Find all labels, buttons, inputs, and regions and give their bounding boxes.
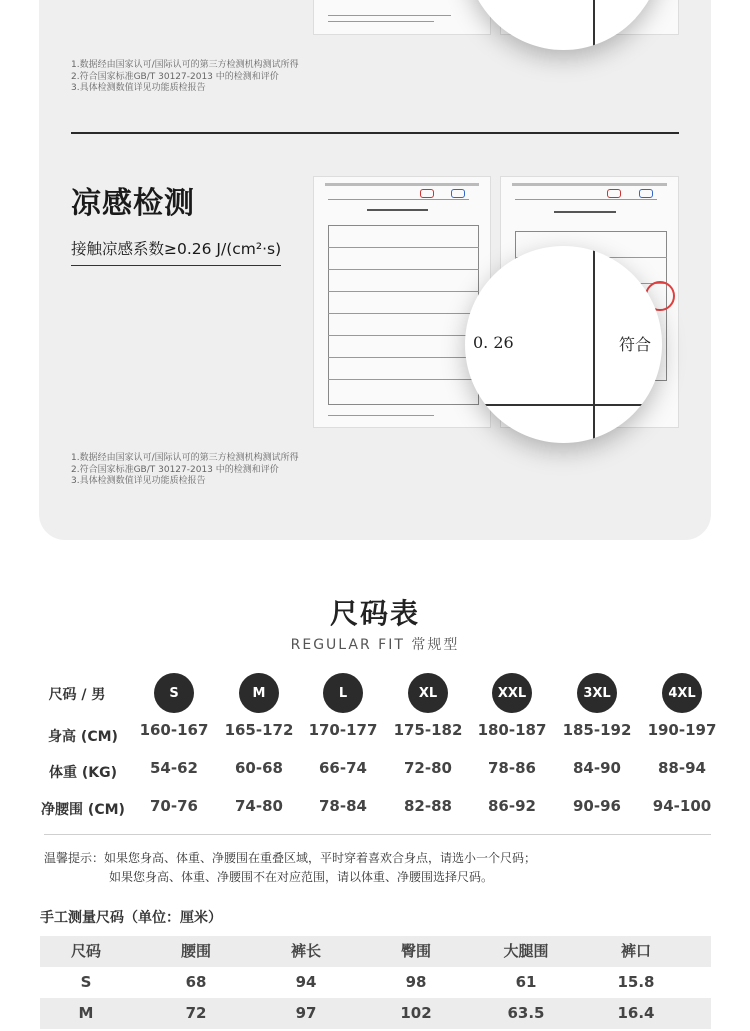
- height-cell: 175-182: [393, 721, 463, 739]
- waist-row-label: 净腰围 (CM): [41, 802, 125, 818]
- weight-cell: 88-94: [658, 759, 706, 777]
- test-notes-bottom: [71, 453, 299, 488]
- manual-header-cell: 尺码: [70, 942, 101, 960]
- waist-cell: 82-88: [404, 797, 452, 815]
- weight-cell: 54-62: [150, 759, 198, 777]
- note-line: 3.具体检测数值详见功能质检报告: [71, 476, 206, 486]
- size-circle: 3XL: [577, 673, 617, 713]
- manual-measure-title: 手工测量尺码（单位：厘米）: [40, 910, 222, 926]
- waist-cell: 74-80: [235, 797, 283, 815]
- manual-cell: 16.4: [617, 1004, 655, 1022]
- weight-cell: 84-90: [573, 759, 621, 777]
- size-chart-divider: [44, 834, 711, 835]
- weight-cell: 60-68: [235, 759, 283, 777]
- manual-cell: 98: [405, 973, 427, 991]
- size-tip-line2: 如果您身高、体重、净腰围不在对应范围，请以体重、净腰围选择尺码。: [109, 870, 494, 884]
- size-circle: L: [323, 673, 363, 713]
- waist-cell: 70-76: [150, 797, 198, 815]
- manual-cell: 61: [515, 973, 537, 991]
- size-circle: XL: [408, 673, 448, 713]
- report-doc-left: [313, 176, 491, 428]
- size-tip-line1: 温馨提示：如果您身高、体重、净腰围在重叠区域，平时穿着喜欢合身点，请选小一个尺码；: [44, 851, 537, 865]
- table-row: [40, 998, 711, 1029]
- height-row-label: 身高 (CM): [48, 729, 118, 745]
- report-doc-top-left: [313, 0, 491, 35]
- manual-cell: 68: [185, 973, 207, 991]
- manual-cell: 97: [295, 1004, 317, 1022]
- waist-cell: 94-100: [652, 797, 712, 815]
- height-cell: 170-177: [308, 721, 378, 739]
- manual-cell: S: [80, 973, 92, 991]
- size-circle: S: [154, 673, 194, 713]
- waist-cell: 86-92: [488, 797, 536, 815]
- table-row: [40, 967, 711, 998]
- weight-cell: 66-74: [319, 759, 367, 777]
- height-cell: 165-172: [224, 721, 294, 739]
- size-circle: M: [239, 673, 279, 713]
- manual-header-cell: 臀围: [400, 942, 431, 960]
- section-divider: [71, 132, 679, 134]
- weight-cell: 72-80: [404, 759, 452, 777]
- manual-cell: 102: [400, 1004, 432, 1022]
- manual-table-header: [40, 936, 711, 967]
- height-cell: 180-187: [477, 721, 547, 739]
- size-circle: XXL: [492, 673, 532, 713]
- note-line: 1.数据经由国家认可/国际认可的第三方检测机构测试所得: [71, 453, 299, 463]
- manual-header-cell: 裤长: [290, 942, 321, 960]
- test-notes-top: [71, 60, 299, 95]
- size-chart-subtitle: REGULAR FIT 常规型: [290, 637, 460, 653]
- manual-header-cell: 大腿围: [503, 942, 549, 960]
- manual-cell: 72: [185, 1004, 207, 1022]
- cooling-test-title: 凉感检测: [71, 186, 195, 221]
- magnifier-cooling: [465, 246, 662, 443]
- height-cell: 190-197: [647, 721, 717, 739]
- note-line: 2.符合国家标准GB/T 30127-2013 中的检测和评价: [71, 464, 279, 475]
- height-cell: 185-192: [562, 721, 632, 739]
- size-circle: 4XL: [662, 673, 702, 713]
- manual-cell: 94: [295, 973, 317, 991]
- weight-row-label: 体重 (KG): [48, 765, 117, 781]
- magnifier-value: 0. 26: [473, 333, 514, 352]
- height-cell: 160-167: [139, 721, 209, 739]
- note-line: 3.具体检测数值详见功能质检报告: [71, 83, 206, 93]
- note-line: 1.数据经由国家认可/国际认可的第三方检测机构测试所得: [71, 60, 299, 70]
- cooling-coefficient-label: 接触凉感系数≥0.26 J/(cm²·s): [71, 237, 281, 266]
- manual-cell: M: [78, 1004, 94, 1022]
- note-line: 2.符合国家标准GB/T 30127-2013 中的检测和评价: [71, 71, 279, 82]
- weight-cell: 78-86: [488, 759, 536, 777]
- manual-cell: 63.5: [507, 1004, 545, 1022]
- size-header-label: 尺码 / 男: [48, 687, 106, 703]
- waist-cell: 90-96: [573, 797, 621, 815]
- manual-cell: 15.8: [617, 973, 655, 991]
- manual-header-cell: 腰围: [180, 942, 211, 960]
- size-chart-title: 尺码表: [329, 597, 420, 630]
- magnifier-result: 符合: [619, 335, 652, 354]
- waist-cell: 78-84: [319, 797, 367, 815]
- manual-header-cell: 裤口: [620, 942, 651, 960]
